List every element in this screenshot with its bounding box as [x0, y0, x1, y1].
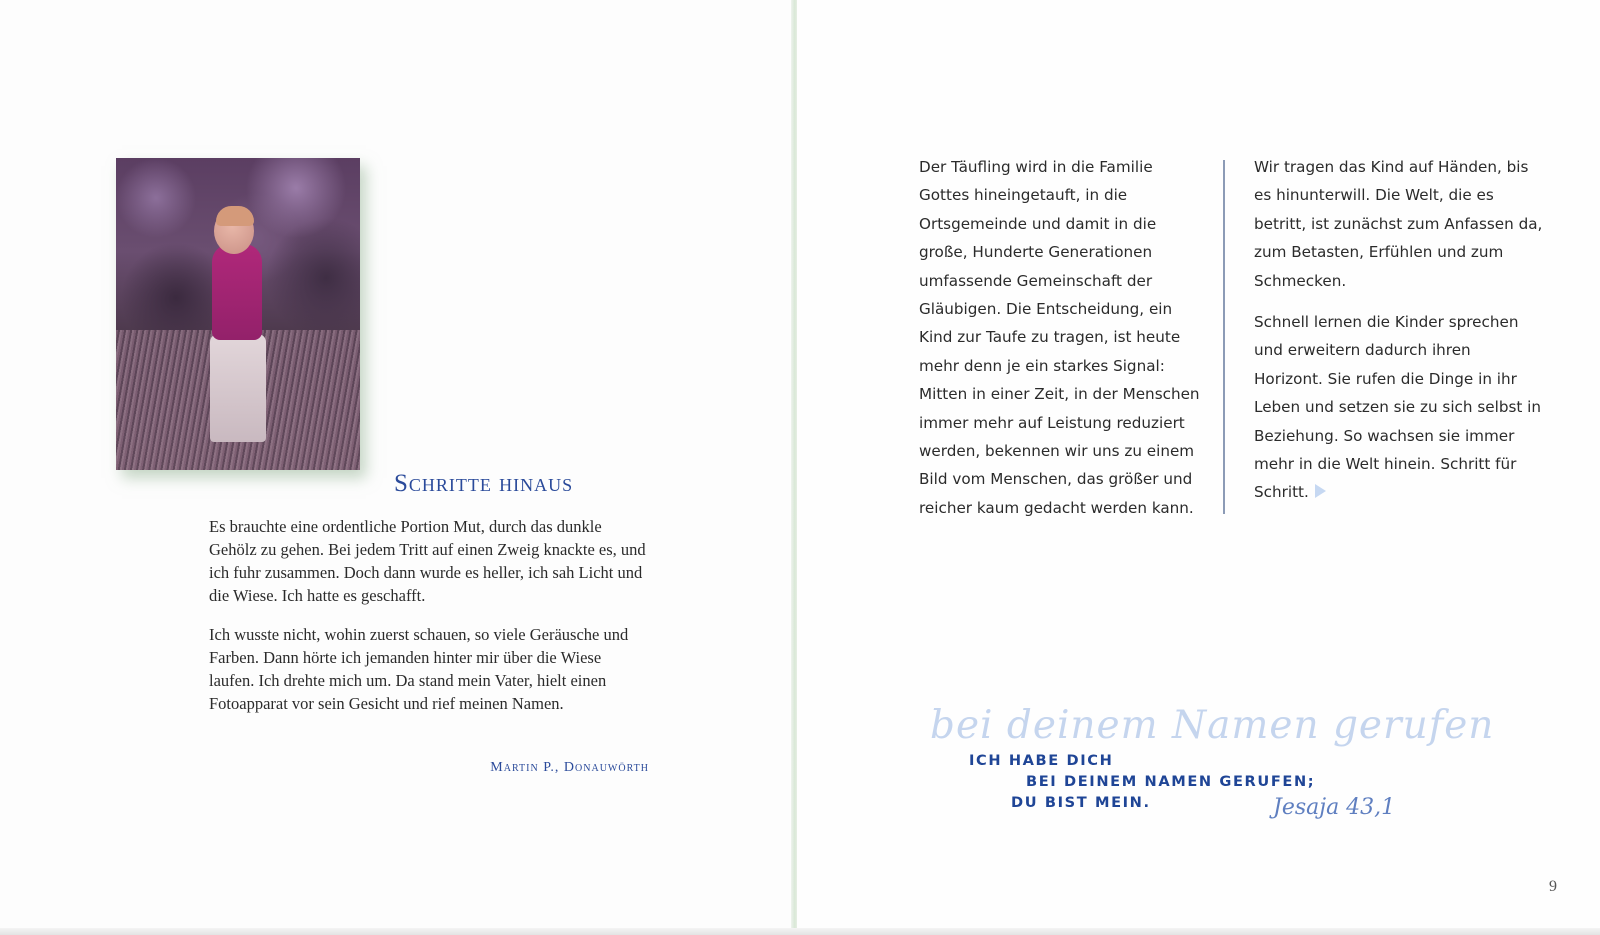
script-heading: bei deinem Namen gerufen [930, 703, 1495, 748]
photo-child-hair [216, 206, 254, 226]
story-paragraph-2: Ich wusste nicht, wohin zuerst schauen, so viele Geräusche und Farben. Dann hörte ich jemanden hinter mir über die Wiese laufen. Ich drehte mich um. Da stand mein Vater, hielt einen Fotoapparat vor sein Gesicht und rief meinen Namen. [209, 625, 629, 713]
section-title: Schritte hinaus [394, 470, 574, 497]
left-page [0, 0, 793, 935]
triangle-arrow-icon [1315, 484, 1326, 498]
text-column-right [1254, 153, 1544, 507]
story-paragraph-1: Es brauchte eine ordentliche Portion Mut, durch das dunkle Gehölz zu gehen. Bei jedem Tritt auf einen Zweig knackte es, und ich fuhr zusammen. Doch dann wurde es heller, ich sah Licht und die Wiese. Ich hatte es geschafft. [209, 517, 646, 605]
text-column-left: Der Täufling wird in die Familie Gottes hineingetauft, in die Ortsgemeinde und damit in die große, Hunderte Generationen umfassende Gemeinschaft der Gläubigen. Die Entscheidung, ein Kind zur Taufe zu tragen, ist heute mehr denn je ein starkes Signal: Mitten in einer Zeit, in der Menschen immer mehr auf Leistung reduziert werden, bekennen wir uns zu einem Bild vom Menschen, das größer und reicher kaum gedacht werden kann. [919, 158, 1200, 517]
column-divider [1223, 160, 1225, 514]
column-right-paragraph-2 [1254, 308, 1544, 507]
bible-quote-line-2: BEI DEINEM NAMEN GERUFEN; [1026, 773, 1316, 790]
photo-child-body [212, 244, 262, 340]
column-right-paragraph-1: Wir tragen das Kind auf Händen, bis es hinunterwill. Die Welt, die es betritt, ist zunächst zum Anfassen da, zum Betasten, Erfühlen und zum Schmecken. [1254, 158, 1543, 290]
bible-quote-line-1: ICH HABE DICH [969, 752, 1114, 769]
page-number: 9 [1549, 878, 1557, 895]
author-credit: Martin P., Donauwörth [490, 760, 649, 775]
photo-child-legs [210, 334, 266, 442]
photo-image [116, 158, 360, 470]
page-bottom-edge [0, 928, 1600, 935]
child-photo [116, 158, 360, 470]
bible-quote-line-3: DU BIST MEIN. [1011, 794, 1151, 811]
verse-reference: Jesaja 43,1 [1273, 795, 1396, 820]
column-right-paragraph-2-text: Schnell lernen die Kinder sprechen und erweitern dadurch ihren Horizont. Sie rufen die Dinge in ihr Leben und setzen sie zu sich selbst in Beziehung. So wachsen sie immer mehr in die Welt hinein. Schritt für Schritt. [1254, 313, 1541, 502]
